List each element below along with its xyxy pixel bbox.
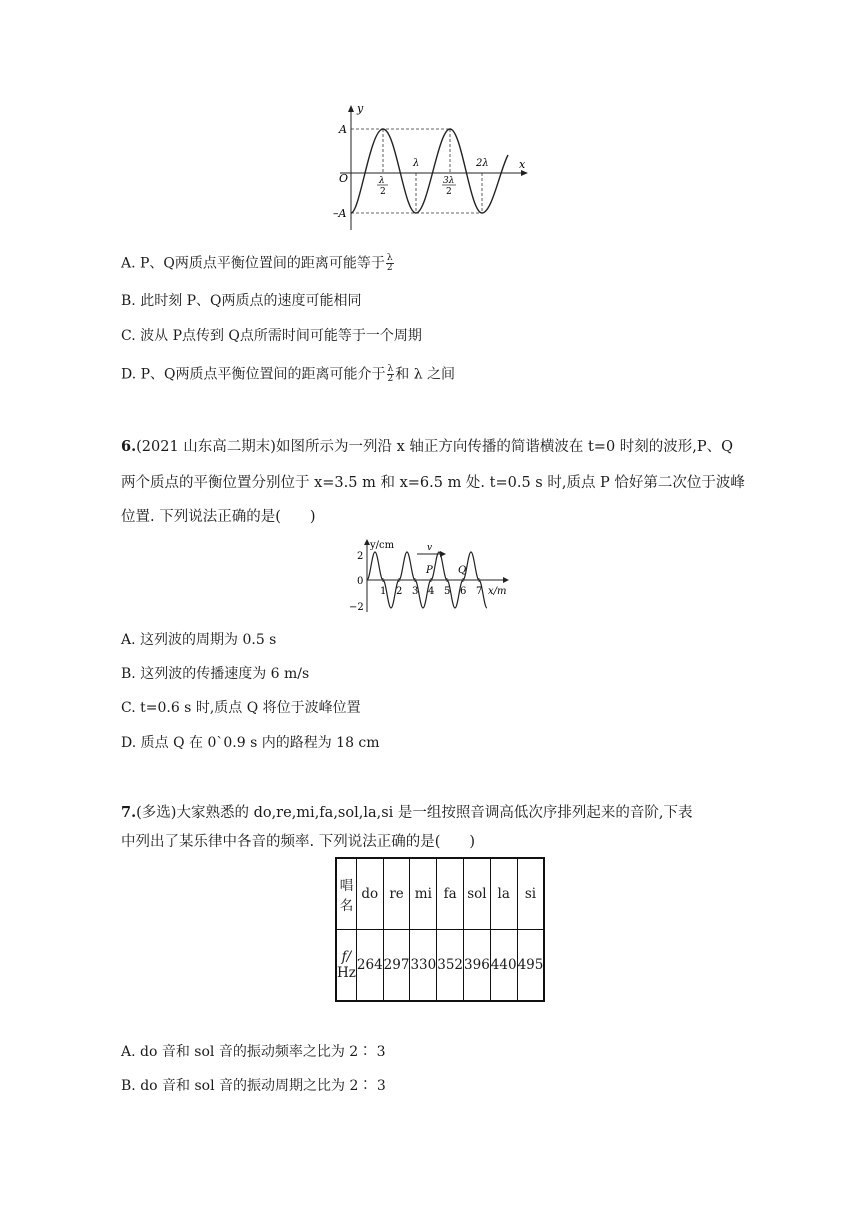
table-cell: 495	[517, 930, 544, 1002]
fig2-x-tick-4: 4	[428, 586, 435, 597]
fig2-point-p-label: P	[426, 565, 433, 576]
q7-stem-line-2: 中列出了某乐律中各音的频率. 下列说法正确的是( )	[121, 834, 476, 850]
q7-option-a[interactable]: A. do 音和 sol 音的振动频率之比为 2∶ 3	[121, 1044, 386, 1060]
fig2-y-tick-pos: 2	[357, 551, 364, 562]
fig1-y-label: y	[357, 102, 364, 115]
table-header-cell: 唱 名	[336, 858, 356, 930]
q5-option-d-text: D. P、Q两质点平衡位置间的距离可能介于	[121, 366, 386, 383]
q6-stem-line-2: 两个质点的平衡位置分别位于 x=3.5 m 和 x=6.5 m 处. t=0.5 s 时,质点 P 恰好第二次位于波峰	[121, 475, 745, 491]
fig2-velocity-label: v	[427, 543, 433, 553]
q5-option-c[interactable]: C. 波从 P点传到 Q点所需时间可能等于一个周期	[121, 328, 422, 344]
q5-option-a[interactable]	[121, 254, 395, 273]
note-frequency-table	[335, 857, 545, 1002]
fig2-x-tick-1: 1	[380, 586, 387, 597]
q6-option-c[interactable]: C. t=0.6 s 时,质点 Q 将位于波峰位置	[121, 700, 361, 716]
fig1-tick-2lambda: 2λ	[476, 158, 489, 169]
fig2-point-q-label: Q	[458, 565, 467, 576]
fig1-tick-lambda-half-num: λ	[379, 176, 385, 186]
table-cell: 330	[410, 930, 437, 1002]
table-cell: si	[517, 858, 544, 930]
q5-option-d-tail: 和 λ 之间	[395, 366, 456, 383]
wave-figure-1	[330, 100, 530, 240]
table-row	[336, 930, 544, 1002]
fig1-origin-label: O	[339, 172, 349, 185]
fig1-tick-lambda: λ	[413, 158, 420, 169]
fig2-y-tick-zero: 0	[357, 576, 364, 587]
fig2-y-label: y/cm	[370, 540, 395, 551]
fig1-wave-curve	[351, 129, 508, 213]
table-cell: mi	[410, 858, 437, 930]
fig2-x-tick-6: 6	[460, 586, 467, 597]
table-cell: 396	[464, 930, 491, 1002]
table-cell: 264	[356, 930, 383, 1002]
q5-option-a-fraction: $\frac{\lambda}{2}$	[386, 253, 393, 273]
fig1-tick-3lambda-half-num: 3λ	[443, 176, 455, 186]
q6-option-a[interactable]: A. 这列波的周期为 0.5 s	[121, 632, 277, 648]
fig1-amp-neg-label: –A	[333, 207, 347, 220]
q6-number: 6.	[121, 438, 137, 455]
fig2-x-tick-5: 5	[444, 586, 451, 597]
table-cell: do	[356, 858, 383, 930]
table-cell: fa	[437, 858, 464, 930]
q7-stem-line-1: 7.(多选)大家熟悉的 do,re,mi,fa,sol,la,si 是一组按照音调高低次序排列起来的音阶,下表	[121, 804, 693, 821]
table-cell: la	[490, 858, 517, 930]
q5-option-b[interactable]: B. 此时刻 P、Q两质点的速度可能相同	[121, 293, 362, 309]
fig1-x-label: x	[519, 158, 526, 171]
fig2-x-tick-7: 7	[476, 586, 483, 597]
fig1-tick-3lambda-half-den: 2	[446, 187, 452, 197]
q6-option-b[interactable]: B. 这列波的传播速度为 6 m/s	[121, 666, 310, 682]
fig1-amp-pos-label: A	[339, 123, 347, 136]
wave-figure-2	[345, 538, 515, 616]
q7-option-b[interactable]: B. do 音和 sol 音的振动周期之比为 2∶ 3	[121, 1078, 386, 1094]
fig2-x-tick-3: 3	[412, 586, 419, 597]
q7-number: 7.	[121, 804, 137, 821]
table-row	[336, 858, 544, 930]
table-cell: 352	[437, 930, 464, 1002]
table-cell: re	[383, 858, 410, 930]
fig1-y-arrow	[348, 105, 354, 112]
q6-stem-line-1: 6.(2021 山东高二期末)如图所示为一列沿 x 轴正方向传播的简谐横波在 t=0 时刻的波形,P、Q	[121, 438, 734, 455]
fig2-y-tick-neg: −2	[349, 602, 364, 613]
table-cell: 440	[490, 930, 517, 1002]
table-cell: 297	[383, 930, 410, 1002]
table-cell: sol	[464, 858, 491, 930]
fig1-tick-lambda-half-den: 2	[380, 187, 386, 197]
q6-stem-line-3: 位置. 下列说法正确的是( )	[121, 509, 316, 525]
q5-option-d[interactable]	[121, 365, 455, 384]
q5-option-a-text: A. P、Q两质点平衡位置间的距离可能等于	[121, 255, 385, 272]
q6-option-d[interactable]: D. 质点 Q 在 0ˋ0.9 s 内的路程为 18 cm	[121, 735, 380, 751]
fig2-x-tick-2: 2	[396, 586, 403, 597]
table-header-cell: f/ Hz	[336, 930, 356, 1002]
fig2-x-label: x/m	[488, 586, 507, 597]
q5-option-d-fraction: $\frac{\lambda}{2}$	[387, 364, 394, 384]
